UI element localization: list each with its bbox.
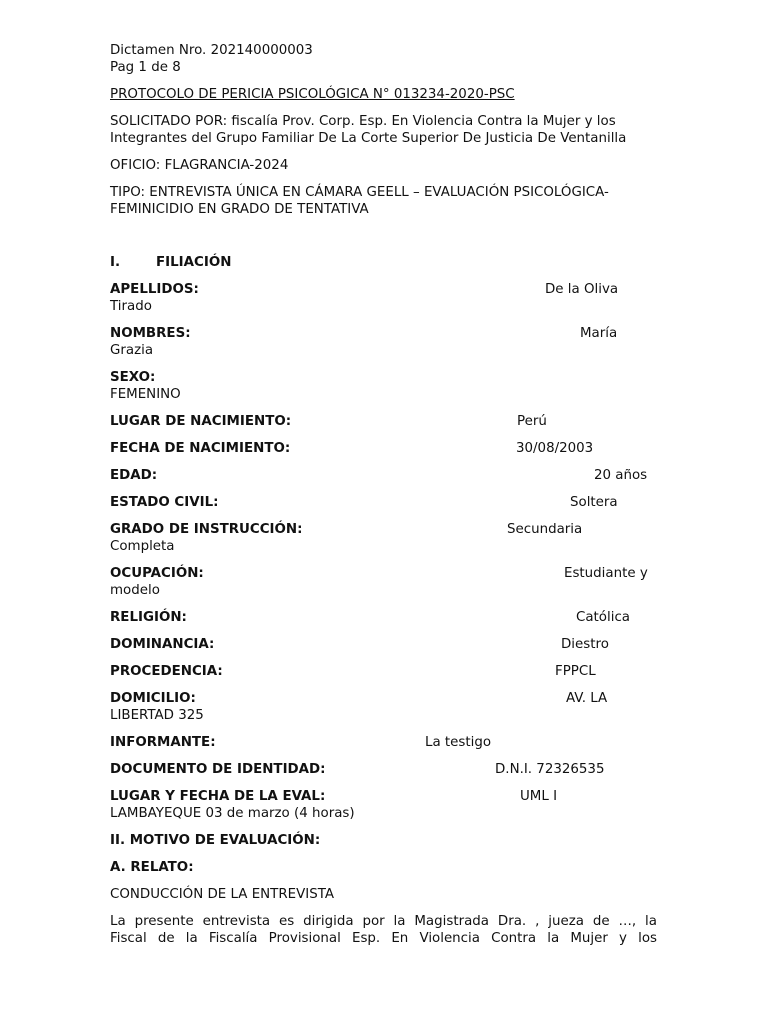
field-documento-identidad bbox=[110, 761, 657, 778]
field-value: AV. LA bbox=[566, 691, 608, 706]
field-value: De la Oliva bbox=[545, 282, 619, 297]
field-dominancia bbox=[110, 636, 657, 653]
section-filiacion-heading bbox=[110, 254, 657, 271]
field-label: GRADO DE INSTRUCCIÓN: bbox=[110, 522, 303, 537]
field-edad bbox=[110, 467, 657, 484]
protocol-title: PROTOCOLO DE PERICIA PSICOLÓGICA N° 013234-2020-PSC bbox=[110, 87, 515, 102]
page-indicator: Pag 1 de 8 bbox=[110, 60, 181, 75]
field-label: LUGAR DE NACIMIENTO: bbox=[110, 414, 292, 429]
field-label: DOMINANCIA: bbox=[110, 637, 215, 652]
field-label: APELLIDOS: bbox=[110, 282, 199, 297]
field-value-continued: LAMBAYEQUE 03 de marzo (4 horas) bbox=[110, 806, 355, 821]
field-value: 20 años bbox=[594, 468, 648, 483]
field-value-continued: LIBERTAD 325 bbox=[110, 708, 204, 723]
field-sexo bbox=[110, 369, 657, 403]
field-religion bbox=[110, 609, 657, 626]
field-value-continued: Grazia bbox=[110, 343, 154, 358]
field-value-continued: FEMENINO bbox=[110, 387, 181, 402]
field-label: INFORMANTE: bbox=[110, 735, 216, 750]
subsection-relato-heading: A. RELATO: bbox=[110, 860, 194, 875]
field-label: SEXO: bbox=[110, 370, 156, 385]
document-page bbox=[110, 42, 657, 947]
field-value: La testigo bbox=[425, 735, 492, 750]
conduccion-heading: CONDUCCIÓN DE LA ENTREVISTA bbox=[110, 887, 335, 902]
field-value: Perú bbox=[517, 414, 547, 429]
paragraph-line-1: La presente entrevista es dirigida por la Magistrada Dra. , jueza de …, la bbox=[110, 914, 657, 929]
field-label: RELIGIÓN: bbox=[110, 610, 187, 625]
field-value: Diestro bbox=[561, 637, 609, 652]
tipo-line-1: TIPO: ENTREVISTA ÚNICA EN CÁMARA GEELL – EVALUACIÓN PSICOLÓGICA- bbox=[110, 185, 609, 200]
field-label: EDAD: bbox=[110, 468, 158, 483]
section-title: FILIACIÓN bbox=[156, 255, 232, 270]
field-apellidos bbox=[110, 281, 657, 315]
field-label: ESTADO CIVIL: bbox=[110, 495, 219, 510]
field-label: PROCEDENCIA: bbox=[110, 664, 223, 679]
field-label: NOMBRES: bbox=[110, 326, 191, 341]
field-label: FECHA DE NACIMIENTO: bbox=[110, 441, 291, 456]
solicitado-line-2: Integrantes del Grupo Familiar De La Corte Superior De Justicia De Ventanilla bbox=[110, 131, 627, 146]
field-label: DOCUMENTO DE IDENTIDAD: bbox=[110, 762, 326, 777]
field-value: María bbox=[580, 326, 618, 341]
solicitado-line-1: SOLICITADO POR: fiscalía Prov. Corp. Esp. En Violencia Contra la Mujer y los bbox=[110, 114, 616, 129]
field-label: DOMICILIO: bbox=[110, 691, 196, 706]
section-number: I. bbox=[110, 255, 121, 270]
tipo bbox=[110, 184, 657, 218]
solicitado-por bbox=[110, 113, 657, 147]
field-value-continued: modelo bbox=[110, 583, 160, 598]
field-value: FPPCL bbox=[555, 664, 596, 679]
body-paragraph bbox=[110, 913, 657, 947]
field-lugar-nacimiento bbox=[110, 413, 657, 430]
field-value: 30/08/2003 bbox=[516, 441, 594, 456]
field-grado-instruccion bbox=[110, 521, 657, 555]
field-domicilio bbox=[110, 690, 657, 724]
field-value: Estudiante y bbox=[564, 566, 648, 581]
field-value: Católica bbox=[576, 610, 631, 625]
field-value: UML I bbox=[520, 789, 558, 804]
field-value-continued: Completa bbox=[110, 539, 175, 554]
field-informante bbox=[110, 734, 657, 751]
field-lugar-fecha-eval bbox=[110, 788, 657, 822]
section-motivo-heading: II. MOTIVO DE EVALUACIÓN: bbox=[110, 833, 321, 848]
field-estado-civil bbox=[110, 494, 657, 511]
dictamen-number: Dictamen Nro. 202140000003 bbox=[110, 43, 313, 58]
field-label: LUGAR Y FECHA DE LA EVAL: bbox=[110, 789, 326, 804]
field-nombres bbox=[110, 325, 657, 359]
field-value: D.N.I. 72326535 bbox=[495, 762, 605, 777]
tipo-line-2: FEMINICIDIO EN GRADO DE TENTATIVA bbox=[110, 202, 369, 217]
field-fecha-nacimiento bbox=[110, 440, 657, 457]
oficio: OFICIO: FLAGRANCIA-2024 bbox=[110, 158, 289, 173]
field-value: Secundaria bbox=[507, 522, 583, 537]
field-label: OCUPACIÓN: bbox=[110, 566, 204, 581]
paragraph-line-2: Fiscal de la Fiscalía Provisional Esp. En Violencia Contra la Mujer y los bbox=[110, 931, 657, 946]
field-value: Soltera bbox=[570, 495, 618, 510]
field-ocupacion bbox=[110, 565, 657, 599]
field-value-continued: Tirado bbox=[110, 299, 152, 314]
field-procedencia bbox=[110, 663, 657, 680]
